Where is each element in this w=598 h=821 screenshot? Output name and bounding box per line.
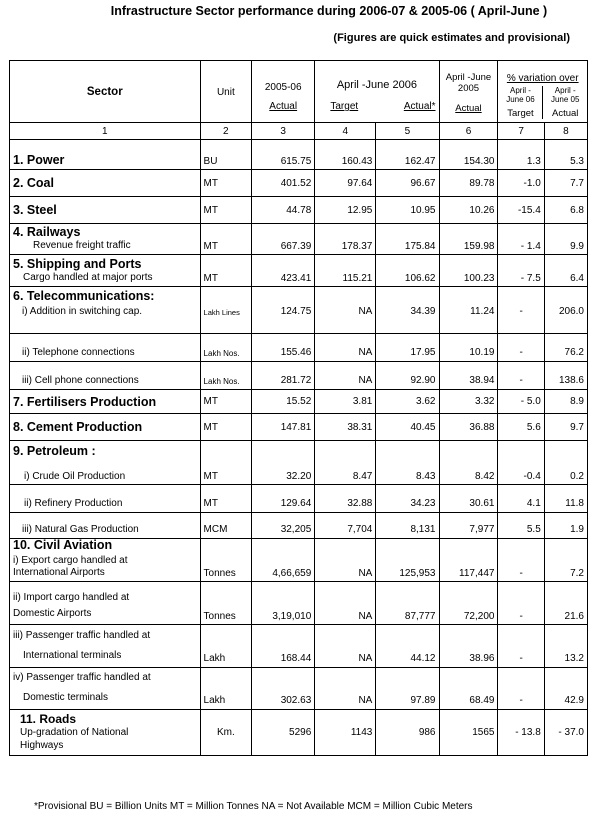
- column-number-row: 1 2 3 4 5 6 7 8: [10, 123, 588, 140]
- header-2005-06-actual: 2005-06 Actual: [252, 61, 315, 123]
- header-target: Target: [330, 101, 359, 112]
- table-row-roads: 11. Roads Up-gradation of National Highways Km. 5296 1143 986 1565 - 13.8 - 37.0: [10, 710, 588, 756]
- table-row-import-cargo: ii) Import cargo handled at Domestic Airports Tonnes 3,19,010 NA 87,777 72,200 - 21.6: [10, 582, 588, 625]
- table-row-export-cargo: i) Export cargo handled at International Airports Tonnes 4,66,659 NA 125,953 117,447 - 7.2: [10, 554, 588, 582]
- table-row-cellphone: iii) Cell phone connections Lakh Nos. 281.72 NA 92.90 38.94 - 138.6: [10, 362, 588, 390]
- header-unit: Unit: [200, 61, 252, 123]
- table-row-railways: 4. Railways Revenue freight traffic MT 667.39 178.37 175.84 159.98 - 1.4 9.9: [10, 224, 588, 255]
- table-row-crude-oil: i) Crude Oil Production MT 32.20 8.47 8.43 8.42 -0.4 0.2: [10, 461, 588, 485]
- table-row-passenger-international: iii) Passenger traffic handled at International terminals Lakh 168.44 NA 44.12 38.96 - 13.2: [10, 625, 588, 668]
- footnote: *Provisional BU = Billion Units MT = Million Tonnes NA = Not Available MCM = Million Cubic Meters: [34, 801, 473, 812]
- table-row-power: 1. Power BU 615.75 160.43 162.47 154.30 1.3 5.3: [10, 140, 588, 170]
- table-row-telephone: ii) Telephone connections Lakh Nos. 155.46 NA 17.95 10.19 - 76.2: [10, 334, 588, 362]
- table-row-fertilisers: 7. Fertilisers Production MT 15.52 3.81 3.62 3.32 - 5.0 8.9: [10, 390, 588, 414]
- header-variation: % variation over April - June 06 Target April - June 05 Actual: [498, 61, 588, 123]
- table-header-row: [10, 61, 588, 123]
- table-row-steel: 3. Steel MT 44.78 12.95 10.95 10.26 -15.4 6.8: [10, 197, 588, 224]
- infrastructure-table: [9, 60, 588, 756]
- table-row-switching: i) Addition in switching cap. Lakh Lines 124.75 NA 34.39 11.24 - 206.0: [10, 306, 588, 334]
- table-row-passenger-domestic: iv) Passenger traffic handled at Domestic terminals Lakh 302.63 NA 97.89 68.49 - 42.9: [10, 668, 588, 710]
- page-title: Infrastructure Sector performance during 2006-07 & 2005-06 ( April-June ): [110, 4, 548, 18]
- table-row-cement: 8. Cement Production MT 147.81 38.31 40.45 36.88 5.6 9.7: [10, 414, 588, 441]
- table-row-natural-gas: iii) Natural Gas Production MCM 32,205 7,704 8,131 7,977 5.5 1.9: [10, 513, 588, 539]
- header-sector: Sector: [10, 61, 201, 123]
- table-row-coal: 2. Coal MT 401.52 97.64 96.67 89.78 -1.0 7.7: [10, 170, 588, 197]
- table-row-telecom-heading: 6. Telecommunications:: [10, 287, 588, 306]
- header-april-june-2005: April -June 2005 Actual: [439, 61, 498, 123]
- table-row-petroleum-heading: 9. Petroleum :: [10, 441, 588, 461]
- page-subtitle: (Figures are quick estimates and provisional): [333, 32, 570, 44]
- table-row-refinery: ii) Refinery Production MT 129.64 32.88 34.23 30.61 4.1 11.8: [10, 485, 588, 513]
- header-april-june-2006: April -June 2006 Target Actual*: [315, 61, 439, 123]
- header-actual-star: Actual*: [403, 101, 436, 112]
- table-row-shipping: 5. Shipping and Ports Cargo handled at major ports MT 423.41 115.21 106.62 100.23 - 7.5 6.4: [10, 255, 588, 287]
- table-row-aviation-heading: 10. Civil Aviation: [10, 539, 588, 554]
